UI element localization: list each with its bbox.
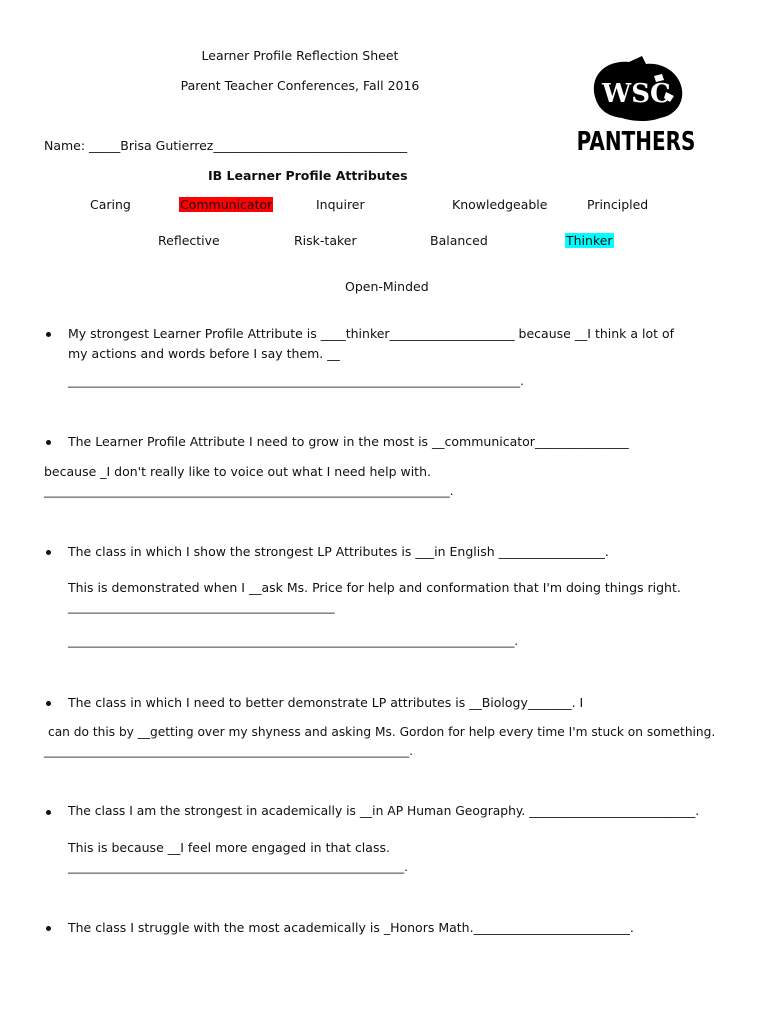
q5-line1: The class I am the strongest in academically is __in AP Human Geography. ___________________________. xyxy=(68,804,700,818)
bullet xyxy=(46,550,51,555)
attribute-reflective: Reflective xyxy=(158,233,220,248)
attribute-communicator: Communicator xyxy=(180,197,273,212)
bullet xyxy=(46,440,51,445)
logo-initials: WSC xyxy=(602,79,671,109)
bullet xyxy=(46,810,51,815)
attribute-knowledgeable: Knowledgeable xyxy=(452,197,548,212)
q4-line2: can do this by __getting over my shyness and asking Ms. Gordon for help every time I'm stuck on something. xyxy=(48,725,716,739)
panther-head-icon xyxy=(576,52,696,168)
panthers-logo xyxy=(576,52,696,168)
page-title: Learner Profile Reflection Sheet xyxy=(201,48,399,63)
name-line: Name: _____Brisa Gutierrez_______________________________ xyxy=(44,138,408,153)
page-subtitle: Parent Teacher Conferences, Fall 2016 xyxy=(180,78,420,93)
q3-line4: _____________________________________________________________________________. xyxy=(68,634,519,648)
bullet xyxy=(46,926,51,931)
bullet xyxy=(46,332,51,337)
q2-line3: ______________________________________________________________________. xyxy=(44,484,454,498)
q3-line2: This is demonstrated when I __ask Ms. Price for help and conformation that I'm doing things right. xyxy=(68,580,681,595)
attribute-caring: Caring xyxy=(90,197,131,212)
bullet xyxy=(46,701,51,706)
q4-line3: _______________________________________________________________. xyxy=(44,744,413,758)
q2-line2: because _I don't really like to voice out what I need help with. xyxy=(44,464,431,479)
q2-line1: The Learner Profile Attribute I need to grow in the most is __communicator_______________ xyxy=(68,434,629,449)
q5-line3: __________________________________________________________. xyxy=(68,860,408,874)
attribute-open-minded: Open-Minded xyxy=(345,279,429,294)
attribute-principled: Principled xyxy=(587,197,649,212)
attribute-balanced: Balanced xyxy=(430,233,488,248)
q3-line3: ______________________________________________ xyxy=(68,600,335,614)
attribute-inquirer: Inquirer xyxy=(316,197,365,212)
attribute-thinker: Thinker xyxy=(566,233,613,248)
q6-line1: The class I struggle with the most academically is _Honors Math._________________________. xyxy=(68,920,634,935)
logo-text: PANTHERS xyxy=(576,126,696,157)
q1-line2: my actions and words before I say them. __ xyxy=(68,346,340,361)
q1-line1: My strongest Learner Profile Attribute is ____thinker____________________ because __I think a lot of xyxy=(68,326,675,341)
q5-line2: This is because __I feel more engaged in that class. xyxy=(68,840,390,855)
q1-line3: ______________________________________________________________________________. xyxy=(68,374,524,388)
q3-line1: The class in which I show the strongest LP Attributes is ___in English _________________. xyxy=(68,544,609,559)
attribute-risk-taker: Risk-taker xyxy=(294,233,357,248)
q4-line1: The class in which I need to better demonstrate LP attributes is __Biology_______. I xyxy=(68,695,584,710)
section-title: IB Learner Profile Attributes xyxy=(208,168,408,183)
